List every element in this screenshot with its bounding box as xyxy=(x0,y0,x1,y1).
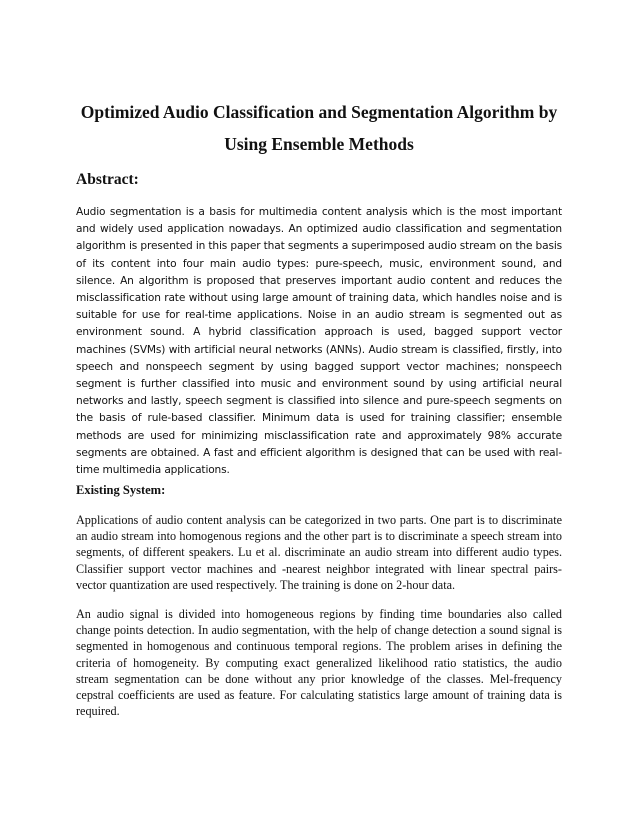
document-title: Optimized Audio Classification and Segmentation Algorithm by Using Ensemble Methods xyxy=(80,102,558,154)
abstract-text: Audio segmentation is a basis for multimedia content analysis which is the most important and widely used application nowadays. An optimized audio classification and segmentation algorithm is presented in this paper that segments a superimposed audio stream on the basis of its content into four main audio types: pure-speech, music, environment sound, and silence. An algorithm is proposed that preserves important audio content and reduces the misclassification rate without using large amount of training data, which handles noise and is suitable for use for real-time applications. Noise in an audio stream is segmented out as environment sound. A hybrid classification approach is used, bagged support vector machines (SVMs) with artificial neural networks (ANNs). Audio stream is classified, firstly, into speech and nonspeech segment by using bagged support vector machines; nonspeech segment is further classified into music and environment sound by using artificial neural networks and lastly, speech segment is classified into silence and pure-speech segments on the basis of rule-based classifier. Minimum data is used for training classifier; ensemble methods are used for minimizing misclassification rate and approximately 98% accurate segments are obtained. A fast and efficient algorithm is designed that can be used with real-time multimedia applications. xyxy=(76,206,562,477)
existing-system-paragraph: Applications of audio content analysis can be categorized in two parts. One part is to discriminate an audio stream into homogenous regions and the other part is to discriminate a speech stream into segments, of different speakers. Lu et al. discriminate an audio stream into different audio types. Classifier support vector machines and -nearest neighbor integrated with linear spectral pairs-vector quantization are used respectively. The training is done on 2-hour data. xyxy=(76,513,562,592)
existing-system-paragraph: An audio signal is divided into homogeneous regions by finding time boundaries also called change points detection. In audio segmentation, with the help of change detection a sound signal is segmented in homogenous and continuous temporal regions. The problem arises in defining the criteria of homogeneity. By computing exact generalized likelihood ratio statistics, the audio stream segmentation can be done without any prior knowledge of the classes. Mel-frequency cepstral coefficients are used as feature. For calculating statistics large amount of training data is required. xyxy=(76,607,562,719)
abstract-heading: Abstract: xyxy=(76,171,139,188)
existing-system-heading: Existing System: xyxy=(76,483,166,497)
